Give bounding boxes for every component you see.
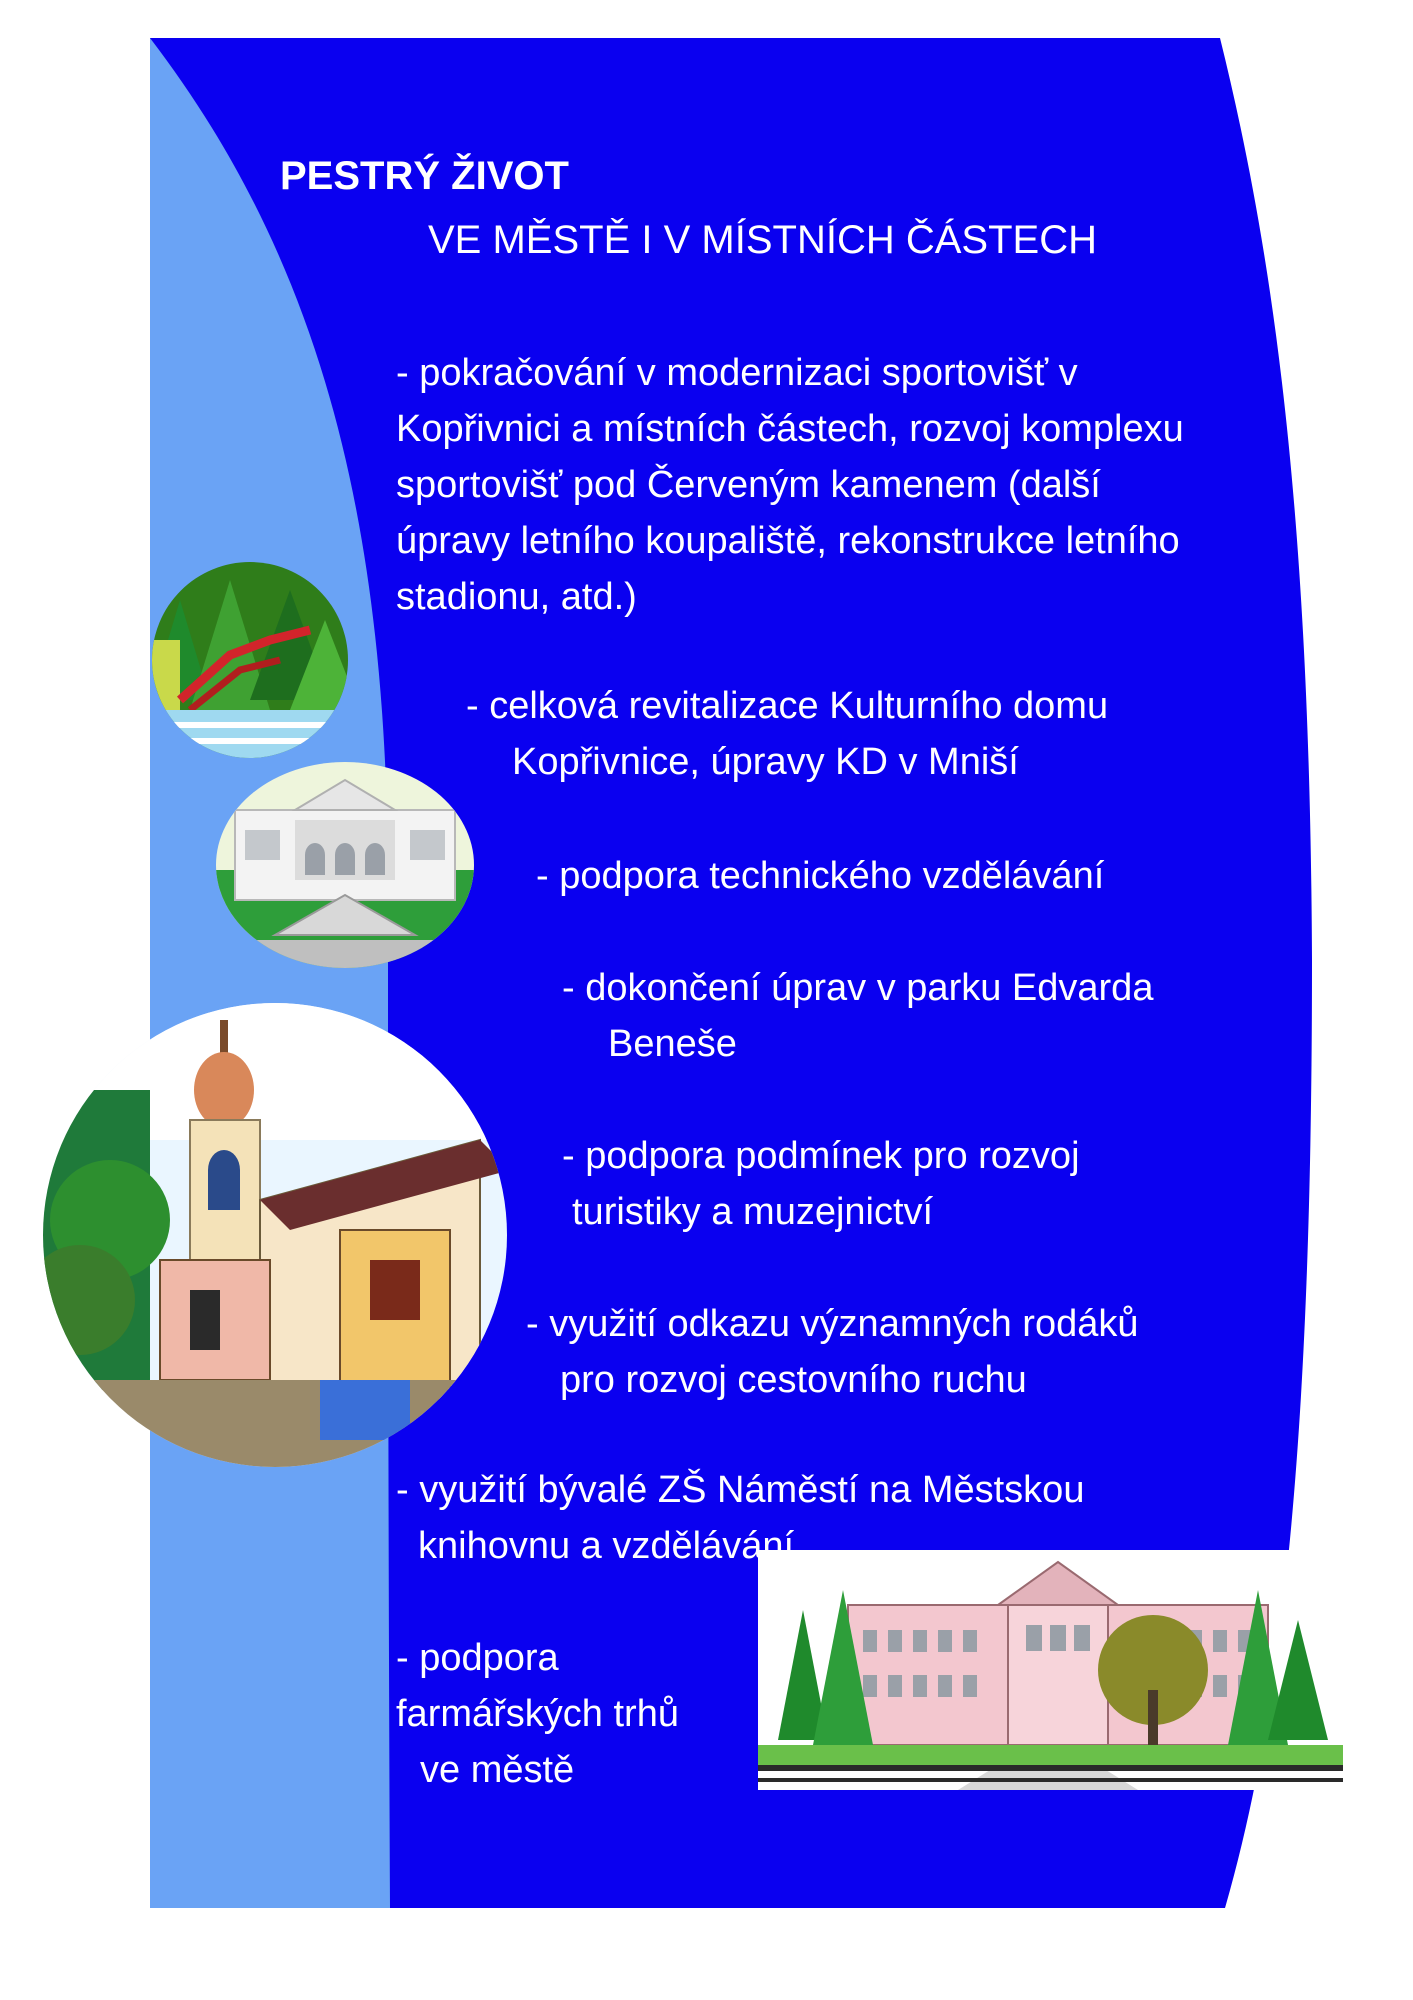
page-title: PESTRÝ ŽIVOT — [280, 154, 569, 198]
list-item-line: ve městě — [420, 1749, 575, 1791]
list-item-line: - podpora technického vzdělávání — [536, 855, 1105, 897]
list-item-line: - celková revitalizace Kulturního domu — [466, 685, 1109, 727]
list-item-line: Kopřivnice, úpravy KD v Mniší — [512, 741, 1019, 783]
list-item-line: - pokračování v modernizaci sportovišť v — [396, 352, 1078, 394]
page-subtitle: VE MĚSTĚ I V MÍSTNÍCH ČÁSTECH — [428, 218, 1097, 262]
list-item — [466, 678, 1108, 790]
list-item-line: knihovnu a vzdělávání — [418, 1525, 795, 1567]
list-item — [562, 960, 1153, 1072]
list-item-line: - podpora — [396, 1637, 559, 1679]
culture-house-icon — [215, 760, 475, 970]
school-building-park-icon — [758, 1550, 1343, 1790]
list-item-line: Kopřivnici a místních částech, rozvoj komplexu — [396, 408, 1184, 450]
list-item-line: stadionu, atd.) — [396, 576, 637, 618]
list-item — [396, 1462, 1084, 1574]
list-item — [562, 1128, 1080, 1240]
list-item-line: Beneše — [608, 1023, 737, 1065]
list-item-line: turistiky a muzejnictví — [572, 1191, 934, 1233]
list-item — [526, 1296, 1139, 1408]
list-item — [536, 848, 1104, 904]
list-item-line: - podpora podmínek pro rozvoj — [562, 1135, 1080, 1177]
list-item-line: - využití bývalé ZŠ Náměstí na Městskou — [396, 1469, 1085, 1511]
list-item-line: - využití odkazu významných rodáků — [526, 1303, 1139, 1345]
historic-building-tower-icon — [40, 1000, 510, 1470]
list-item-line: - dokončení úprav v parku Edvarda — [562, 967, 1154, 1009]
list-item — [396, 345, 1184, 625]
list-item-line: sportovišť pod Červeným kamenem (další — [396, 464, 1101, 506]
waterslide-pool-icon — [150, 560, 350, 760]
list-item-line: farmářských trhů — [396, 1693, 679, 1735]
list-item-line: úpravy letního koupaliště, rekonstrukce letního — [396, 520, 1180, 562]
list-item-line: pro rozvoj cestovního ruchu — [560, 1359, 1027, 1401]
list-item — [396, 1630, 679, 1798]
